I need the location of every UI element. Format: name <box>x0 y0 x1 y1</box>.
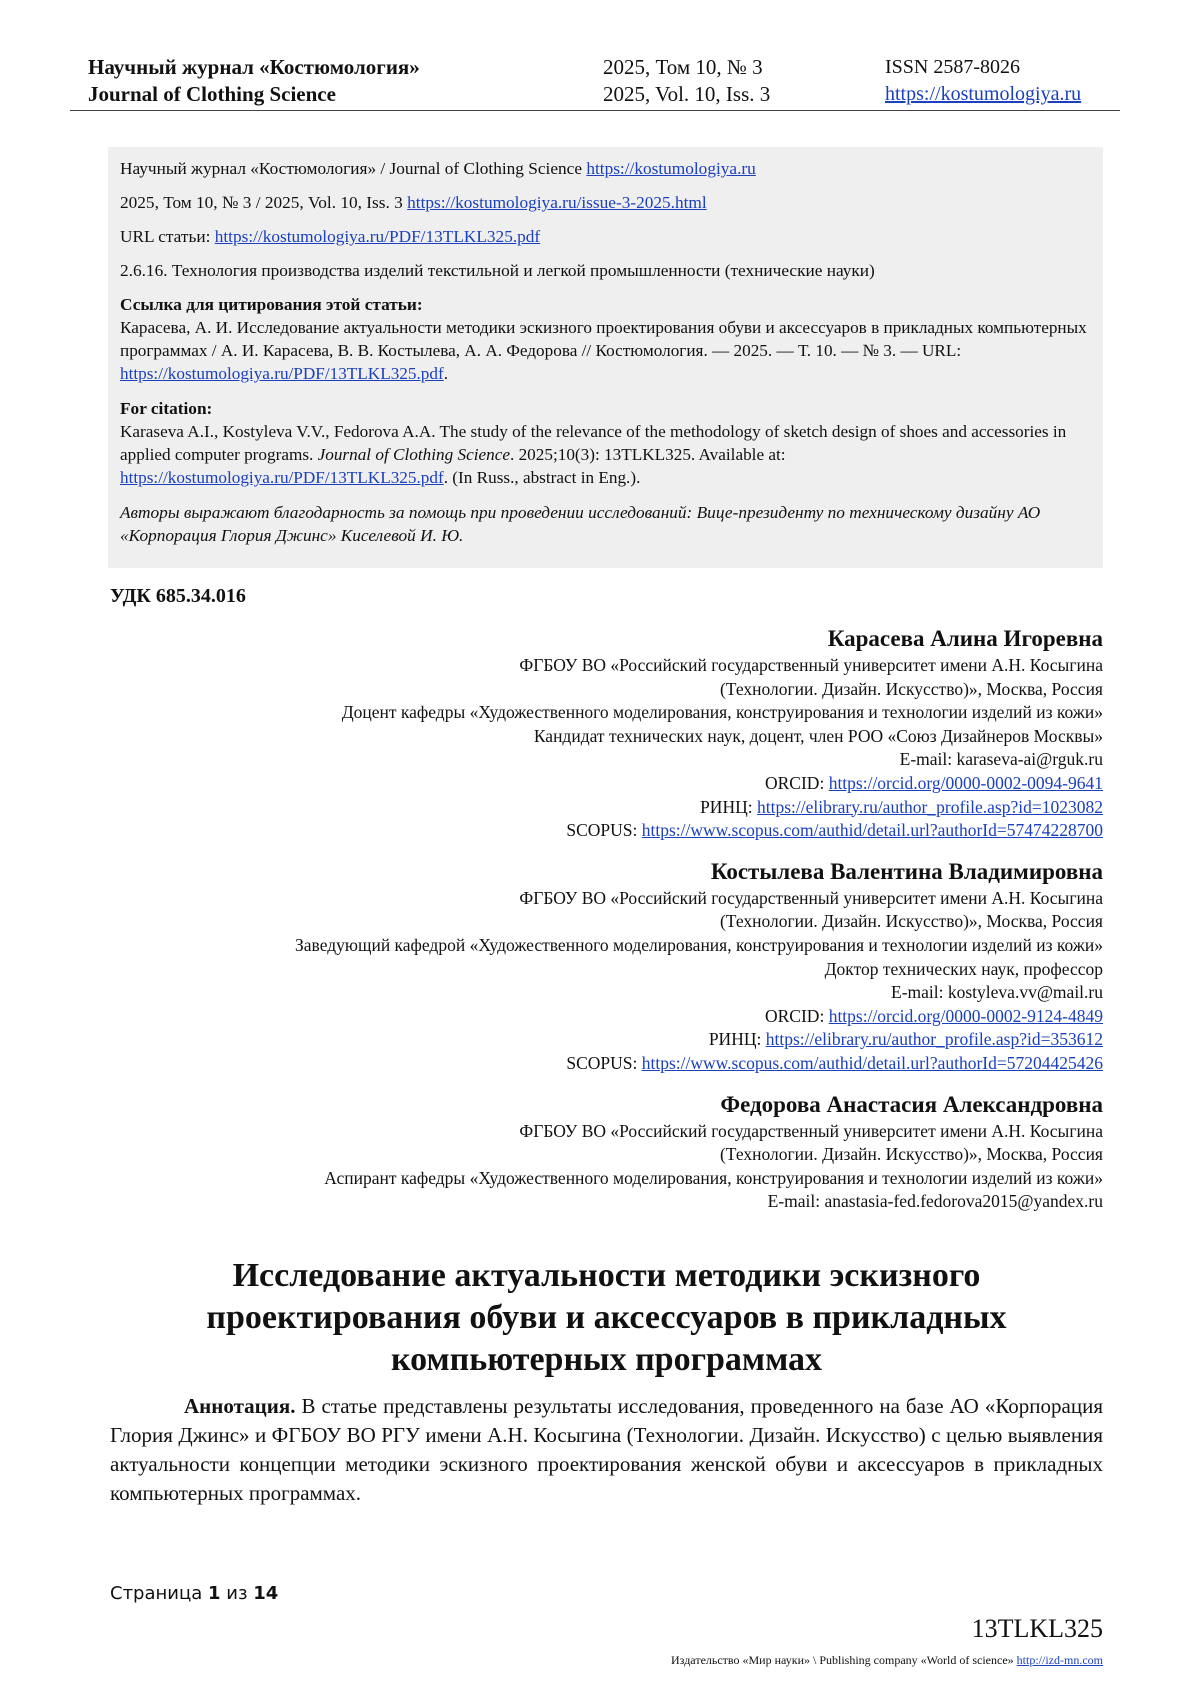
udk-code: УДК 685.34.016 <box>110 585 246 607</box>
citation-ru-heading: Ссылка для цитирования этой статьи: <box>120 295 423 314</box>
issue-ru: 2025, Том 10, № 3 <box>603 55 763 79</box>
author-name: Карасева Алина Игоревна <box>827 626 1103 651</box>
author-org-line1: ФГБОУ ВО «Российский государственный университет имени А.Н. Косыгина <box>519 655 1103 675</box>
authors-section <box>120 624 1103 1228</box>
author-orcid-link[interactable]: https://orcid.org/0000-0002-0094-9641 <box>828 772 1103 793</box>
article-code: 13TLKL325 <box>971 1614 1103 1643</box>
scopus-label: SCOPUS: <box>566 820 638 841</box>
citation-ru-link[interactable]: https://kostumologiya.ru/PDF/13TLKL325.pdf <box>120 364 444 383</box>
info-journal-link[interactable]: https://kostumologiya.ru <box>586 159 756 178</box>
citation-en-text-b: . 2025;10(3): 13TLKL325. Available at: <box>509 445 786 464</box>
author-orcid-line <box>120 772 1103 796</box>
info-issue-link[interactable]: https://kostumologiya.ru/issue-3-2025.html <box>407 193 707 212</box>
publisher-link[interactable]: http://izd-mn.com <box>1016 1653 1103 1667</box>
page-number <box>110 1583 278 1604</box>
author-scopus-link[interactable]: https://www.scopus.com/authid/detail.url?authorId=57474228700 <box>641 820 1103 841</box>
info-issue-text: 2025, Том 10, № 3 / 2025, Vol. 10, Iss. 3 <box>120 193 403 212</box>
citation-en-text-c: . (In Russ., abstract in Eng.). <box>443 468 641 487</box>
author-block <box>120 857 1103 1076</box>
header-divider <box>70 110 1120 111</box>
rinc-label: РИНЦ: <box>708 1029 762 1050</box>
page-current: 1 <box>208 1583 221 1604</box>
author-org-line2: (Технологии. Дизайн. Искусство)», Москва, Россия <box>719 911 1103 932</box>
rinc-label: РИНЦ: <box>700 796 753 817</box>
author-name: Костылева Валентина Владимировна <box>710 858 1103 884</box>
journal-site-link[interactable]: https://kostumologiya.ru <box>885 83 1082 105</box>
acknowledgements: Авторы выражают благодарность за помощь при проведении исследований: Вице-президенту по техническому дизайну АО «Корпорация Глория Джинс» Киселевой И. Ю. <box>120 503 1041 545</box>
issn: ISSN 2587-8026 <box>885 56 1021 78</box>
author-degree: Доктор технических наук, профессор <box>824 958 1103 979</box>
info-specialty: 2.6.16. Технология производства изделий текстильной и легкой промышленности (технические науки) <box>120 261 875 280</box>
author-org-line2: (Технологии. Дизайн. Искусство)», Москва, Россия <box>719 678 1103 699</box>
author-block <box>120 1090 1103 1214</box>
info-journal-line <box>120 157 1091 180</box>
journal-name-ru: Научный журнал «Костюмология» <box>88 55 420 79</box>
author-name: Федорова Анастасия Александровна <box>720 1091 1103 1117</box>
publisher-text: Издательство «Мир науки» \ Publishing company «World of science» <box>671 1653 1014 1667</box>
info-issue-line <box>120 191 1091 214</box>
info-article-url-line <box>120 225 1091 248</box>
author-position: Аспирант кафедры «Художественного моделирования, конструирования и технологии изделий из кожи» <box>324 1167 1103 1188</box>
info-journal-text: Научный журнал «Костюмология» / Journal of Clothing Science <box>120 159 582 178</box>
publisher-line <box>671 1653 1103 1668</box>
citation-en-text-a: Karaseva A.I., Kostyleva V.V., Fedorova A.A. The study of the relevance of the methodology of sketch design of shoes and accessories in applied computer programs. <box>120 422 1067 464</box>
citation-en-heading: For citation: <box>120 399 213 418</box>
journal-header <box>88 54 1114 108</box>
author-degree: Кандидат технических наук, доцент, член РОО «Союз Дизайнеров Москвы» <box>533 725 1103 746</box>
article-info-box <box>108 147 1103 568</box>
author-rinc-link[interactable]: https://elibrary.ru/author_profile.asp?id=353612 <box>765 1029 1103 1050</box>
author-position: Доцент кафедры «Художественного моделирования, конструирования и технологии изделий из кожи» <box>341 702 1103 723</box>
citation-en-journal: Journal of Clothing Science <box>317 445 510 464</box>
author-scopus-line <box>120 819 1103 843</box>
issue-en: 2025, Vol. 10, Iss. 3 <box>603 82 771 106</box>
page-prefix: Страница <box>110 1583 203 1604</box>
author-block <box>120 624 1103 843</box>
author-email: E-mail: karaseva-ai@rguk.ru <box>899 749 1103 770</box>
citation-ru: Карасева, А. И. Исследование актуальности методики эскизного проектирования обуви и аксессуаров в прикладных компьютерных программах / А. И. Карасева, В. В. Костылева, А. А. Федорова // Костюмология. — 2025. — Т. 10. — № 3. — URL: https://kostumologiya.ru/PDF/13TLKL325.pdf. <box>120 318 1087 383</box>
author-rinc-line <box>120 1028 1103 1052</box>
author-orcid-link[interactable]: https://orcid.org/0000-0002-9124-4849 <box>828 1005 1103 1026</box>
author-rinc-link[interactable]: https://elibrary.ru/author_profile.asp?id=1023082 <box>756 796 1103 817</box>
author-email: E-mail: anastasia-fed.fedorova2015@yandex.ru <box>767 1191 1103 1212</box>
journal-name-block <box>88 54 420 108</box>
abstract <box>110 1392 1103 1508</box>
citation-ru-text: Карасева, А. И. Исследование актуальности методики эскизного проектирования обуви и аксессуаров в прикладных компьютерных программах / А. И. Карасева, В. В. Костылева, А. А. Федорова // Костюмология. — 2025. — Т. 10. — № 3. — URL: <box>120 318 1087 360</box>
author-email: E-mail: kostyleva.vv@mail.ru <box>891 982 1103 1003</box>
author-rinc-line <box>120 796 1103 820</box>
abstract-text: В статье представлены результаты исследования, проведенного на базе АО «Корпорация Глория Джинс» и ФГБОУ ВО РГУ имени А.Н. Косыгина (Технологии. Дизайн. Искусство) с целью выявления актуальности концепции методики эскизного проектирования женской обуви и аксессуаров в прикладных компьютерных программах. <box>110 1394 1103 1505</box>
author-org-line1: ФГБОУ ВО «Российский государственный университет имени А.Н. Косыгина <box>519 887 1103 908</box>
author-org-line2: (Технологии. Дизайн. Искусство)», Москва, Россия <box>719 1144 1103 1165</box>
journal-name-en: Journal of Clothing Science <box>88 82 336 106</box>
info-article-url-label: URL статьи: <box>120 227 211 246</box>
author-position: Заведующий кафедрой «Художественного моделирования, конструирования и технологии изделий из кожи» <box>295 934 1103 955</box>
orcid-label: ORCID: <box>765 1005 825 1026</box>
author-scopus-link[interactable]: https://www.scopus.com/authid/detail.url?authorId=57204425426 <box>641 1052 1103 1073</box>
page-total: 14 <box>253 1583 279 1604</box>
author-org-line1: ФГБОУ ВО «Российский государственный университет имени А.Н. Косыгина <box>519 1120 1103 1141</box>
author-scopus-line <box>120 1052 1103 1076</box>
abstract-label: Аннотация. <box>184 1394 296 1418</box>
citation-en-link[interactable]: https://kostumologiya.ru/PDF/13TLKL325.pdf <box>120 468 444 487</box>
issn-block <box>885 54 1081 108</box>
citation-en <box>120 420 1091 489</box>
article-title: Исследование актуальности методики эскизного проектирования обуви и аксессуаров в прикладных компьютерных программах <box>206 1257 1007 1378</box>
orcid-label: ORCID: <box>765 772 825 793</box>
info-article-link[interactable]: https://kostumologiya.ru/PDF/13TLKL325.pdf <box>214 227 541 246</box>
issue-block <box>603 54 770 108</box>
scopus-label: SCOPUS: <box>566 1052 638 1073</box>
page-mid: из <box>226 1583 248 1604</box>
author-orcid-line <box>120 1005 1103 1029</box>
